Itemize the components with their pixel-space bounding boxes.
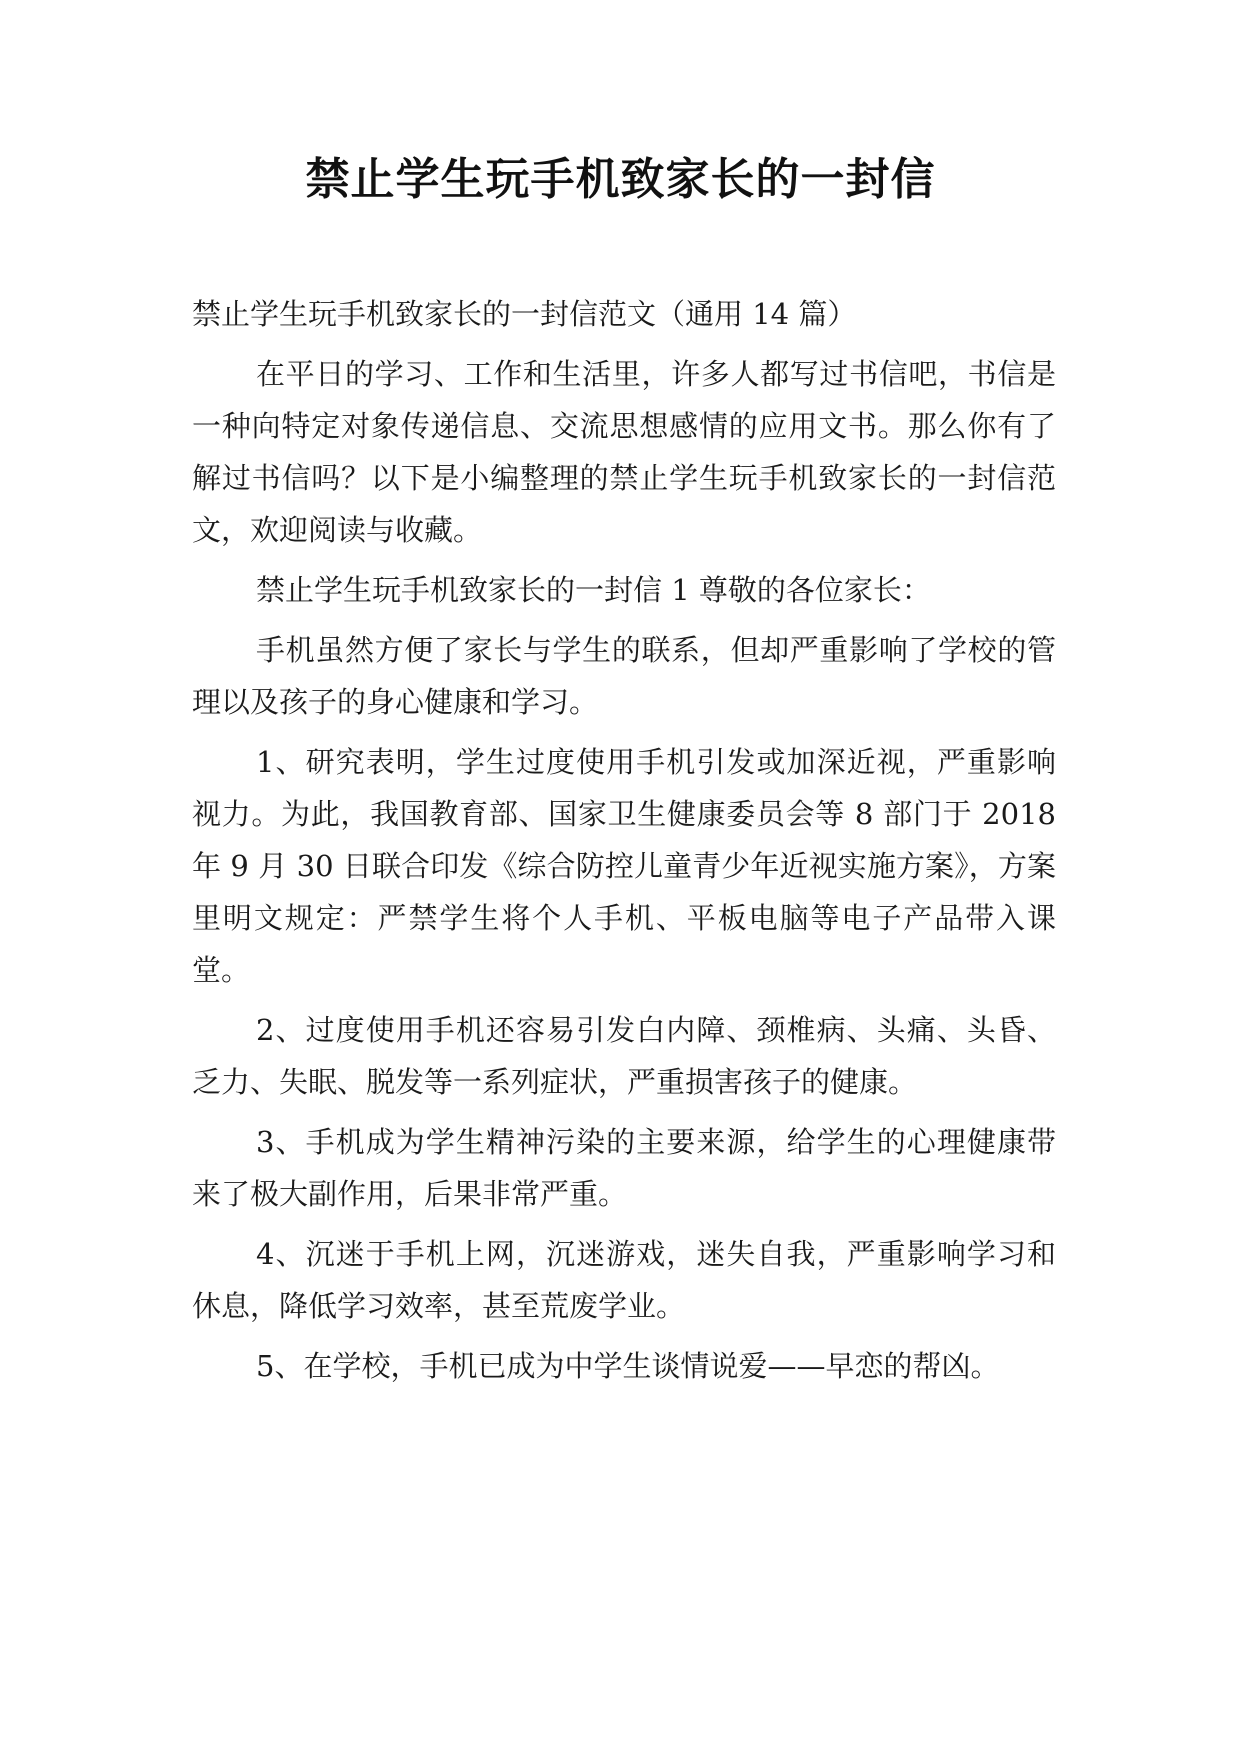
subtitle-paragraph: 禁止学生玩手机致家长的一封信范文（通用 14 篇） <box>192 297 857 331</box>
document-body <box>192 288 1056 1400</box>
point-paragraph-2: 2、过度使用手机还容易引发白内障、颈椎病、头痛、头昏、乏力、失眠、脱发等一系列症状，严重损害孩子的健康。 <box>192 1013 1056 1099</box>
point-paragraph-5: 5、在学校，手机已成为中学生谈情说爱——早恋的帮凶。 <box>256 1349 1000 1383</box>
intro-paragraph: 在平日的学习、工作和生活里，许多人都写过书信吧，书信是一种向特定对象传递信息、交流思想感情的应用文书。那么你有了解过书信吗？以下是小编整理的禁止学生玩手机致家长的一封信范文，欢迎阅读与收藏。 <box>192 357 1056 547</box>
body-paragraph: 手机虽然方便了家长与学生的联系，但却严重影响了学校的管理以及孩子的身心健康和学习。 <box>192 633 1056 719</box>
document-title: 禁止学生玩手机致家长的一封信 <box>305 154 936 205</box>
point-paragraph-3: 3、手机成为学生精神污染的主要来源，给学生的心理健康带来了极大副作用，后果非常严重。 <box>192 1125 1056 1211</box>
letter-heading-paragraph: 禁止学生玩手机致家长的一封信 1 尊敬的各位家长： <box>256 573 931 607</box>
point-paragraph-4: 4、沉迷于手机上网，沉迷游戏，迷失自我，严重影响学习和休息，降低学习效率，甚至荒废学业。 <box>192 1237 1056 1323</box>
point-paragraph-1: 1、研究表明，学生过度使用手机引发或加深近视，严重影响视力。为此，我国教育部、国家卫生健康委员会等 8 部门于 2018 年 9 月 30 日联合印发《综合防控儿童青少年近视实施方案》，方案里明文规定：严禁学生将个人手机、平板电脑等电子产品带入课堂。 <box>192 745 1056 987</box>
